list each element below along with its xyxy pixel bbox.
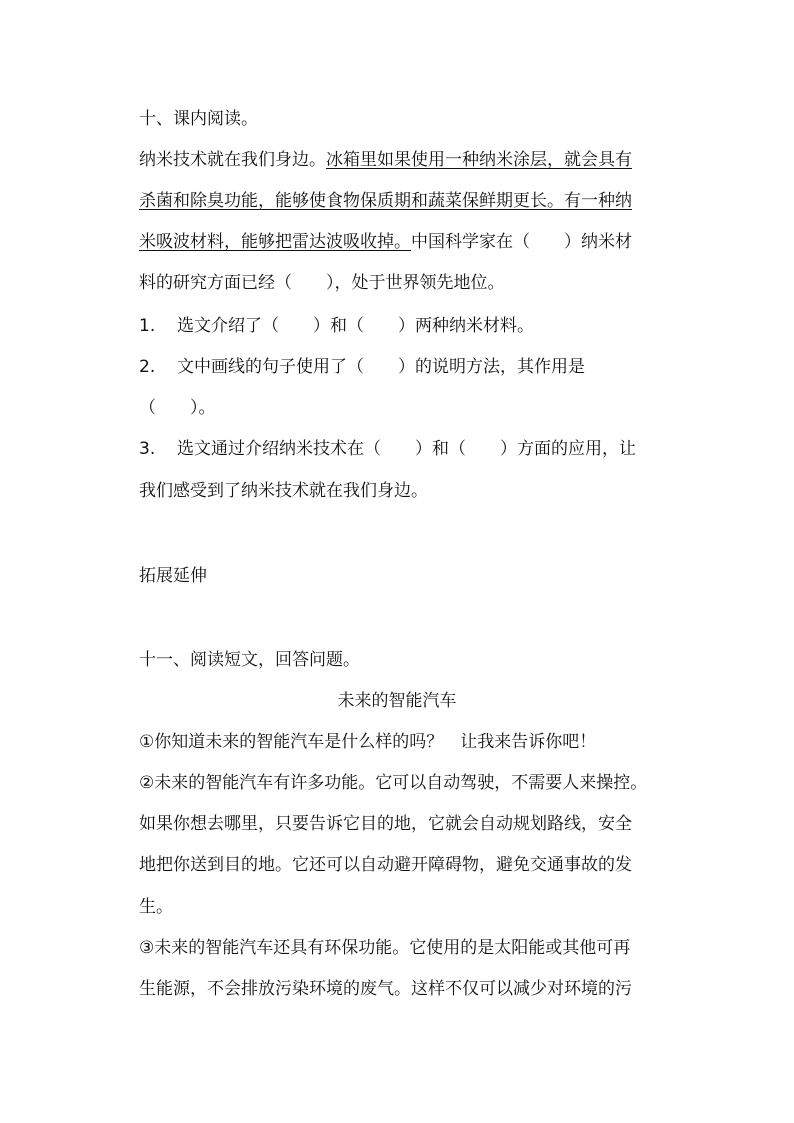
underlined-sentence: 米吸波材料，能够把雷达波吸收掉。 xyxy=(139,232,411,252)
passage-line-2 xyxy=(139,190,632,212)
underlined-sentence: 冰箱里如果使用一种纳米涂层，就会具有 xyxy=(326,150,632,170)
passage-line-1 xyxy=(139,149,632,171)
story-line: ②未来的智能汽车有许多功能。它可以自动驾驶，不需要人来操控。 xyxy=(139,773,648,793)
story-title: 未来的智能汽车 xyxy=(337,691,457,711)
question-2 xyxy=(139,356,585,378)
story-line: 如果你想去哪里，只要告诉它目的地，它就会自动规划路线，安全 xyxy=(139,814,632,834)
underlined-sentence: 杀菌和除臭功能，能够使食物保质期和蔬菜保鲜期更长。有一种纳 xyxy=(139,191,632,211)
question-3 xyxy=(139,438,636,460)
question-1 xyxy=(139,315,534,337)
question-number: 3. xyxy=(139,439,156,459)
story-line: ①你知道未来的智能汽车是什么样的吗？ 让我来告诉你吧！ xyxy=(139,732,597,752)
section10-heading: 十、课内阅读。 xyxy=(139,109,258,129)
question-number: 2. xyxy=(139,357,156,377)
section11-heading: 十一、阅读短文，回答问题。 xyxy=(139,650,360,670)
question-number: 1. xyxy=(139,316,156,336)
passage-line-4: 料的研究方面已经（ ），处于世界领先地位。 xyxy=(139,273,505,293)
story-line: 生。 xyxy=(139,897,173,917)
story-line: 地把你送到目的地。它还可以自动避开障碍物，避免交通事故的发 xyxy=(139,855,632,875)
question-text: 文中画线的句子使用了（ ）的说明方法，其作用是 xyxy=(177,357,585,377)
passage-plain-text: 中国科学家在（ ）纳米材 xyxy=(411,232,632,252)
story-line: 生能源，不会排放污染环境的废气。这样不仅可以减少对环境的污 xyxy=(139,979,632,999)
passage-line-3 xyxy=(139,231,632,253)
question-text: 选文通过介绍纳米技术在（ ）和（ ）方面的应用，让 xyxy=(177,439,636,459)
story-line: ③未来的智能汽车还具有环保功能。它使用的是太阳能或其他可再 xyxy=(139,938,631,958)
question-2-continued: （ ）。 xyxy=(139,398,216,418)
passage-plain-text: 纳米技术就在我们身边。 xyxy=(139,150,326,170)
question-text: 选文介绍了（ ）和（ ）两种纳米材料。 xyxy=(177,316,534,336)
extension-heading: 拓展延伸 xyxy=(139,566,207,586)
question-3-continued: 我们感受到了纳米技术就在我们身边。 xyxy=(139,481,428,501)
